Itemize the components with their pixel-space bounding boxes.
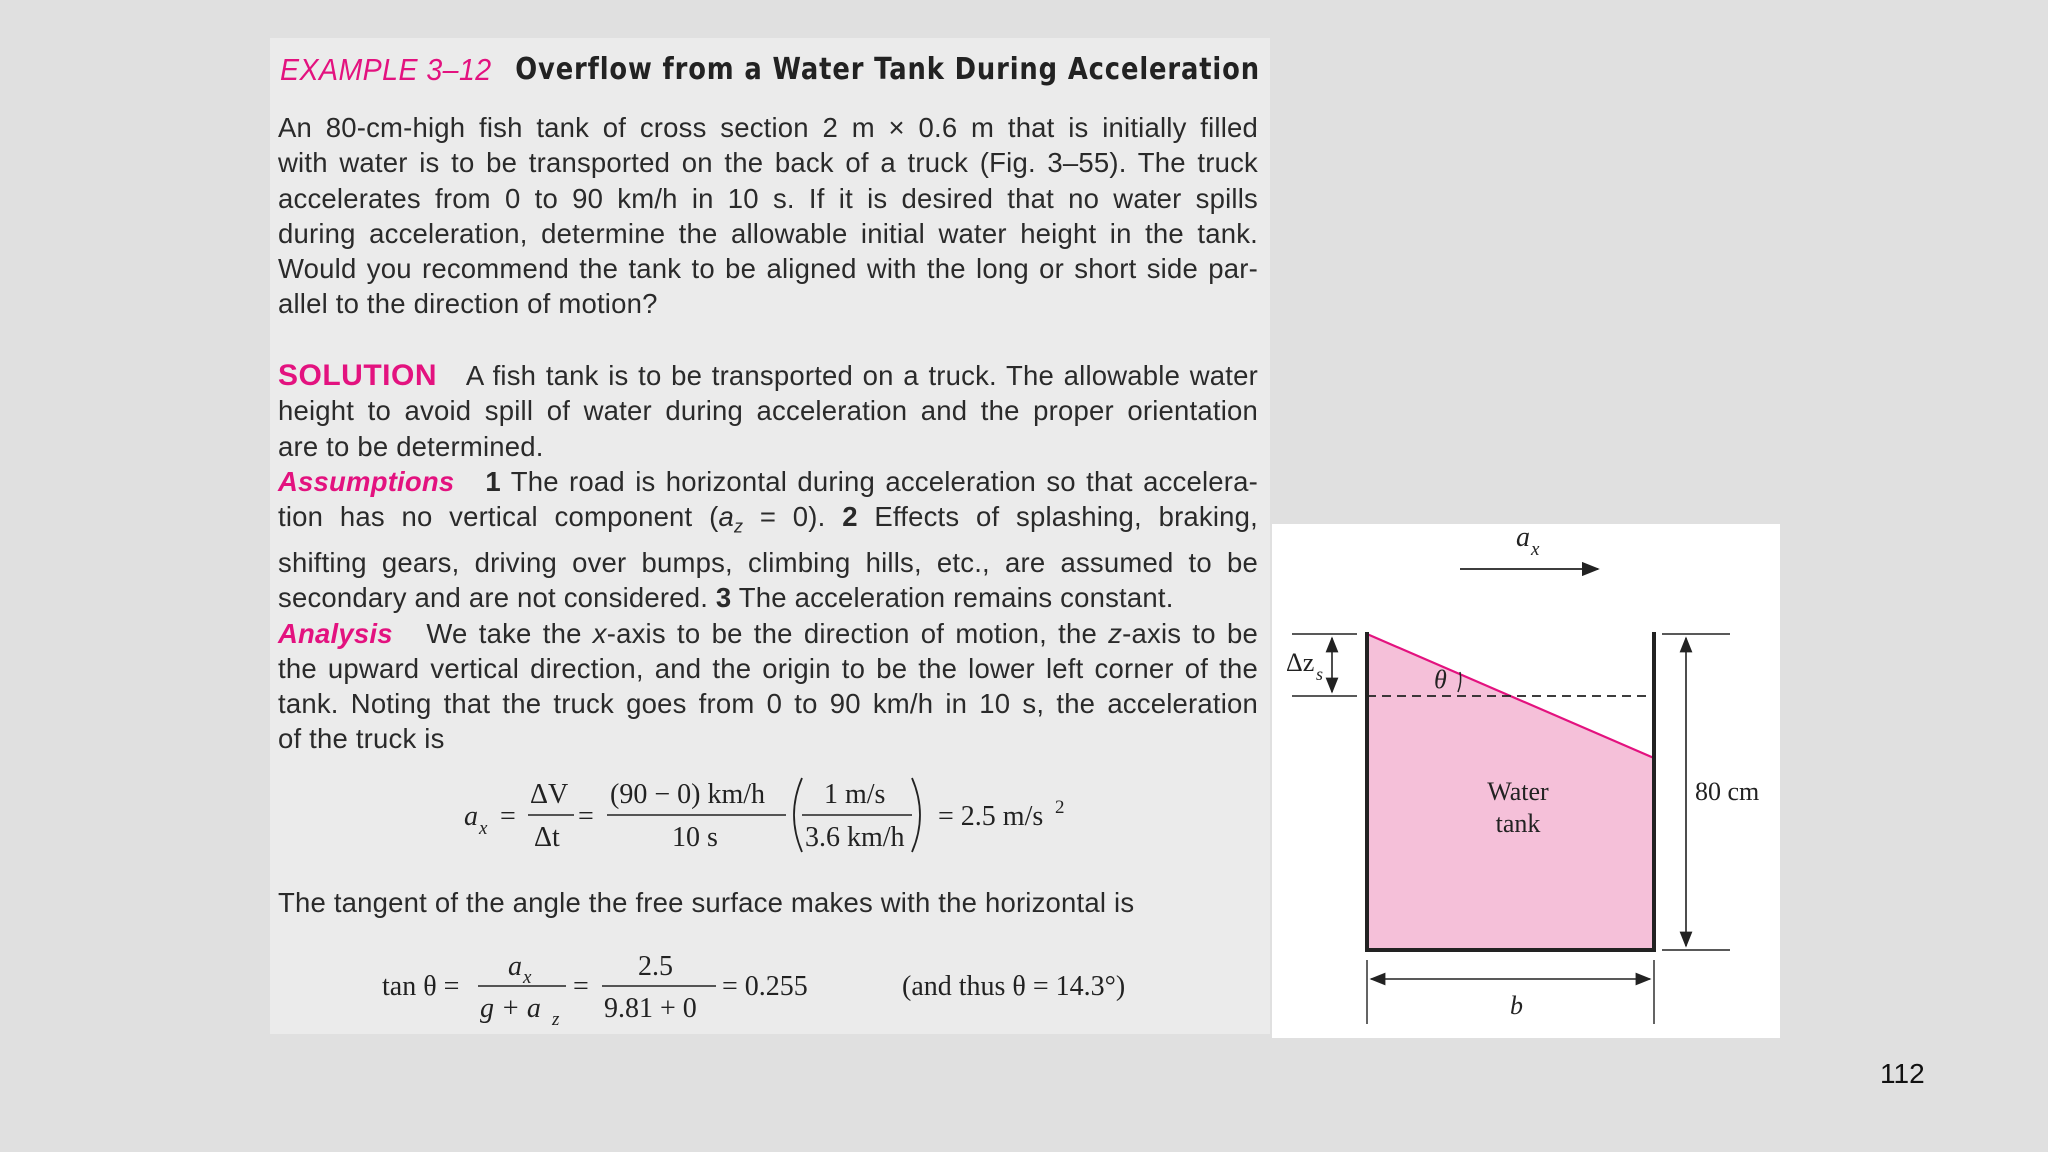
assumption-text: secondary and are not considered. — [278, 582, 716, 614]
height-label: 80 cm — [1695, 777, 1760, 806]
tank-label: tank — [1495, 809, 1541, 838]
problem-line: during acceleration, determine the allowable initial water height in the tank. — [278, 217, 1258, 249]
eq1-lhs: a — [464, 801, 478, 832]
problem-line: allel to the direction of motion? — [278, 288, 658, 320]
analysis-line: of the truck is — [278, 723, 445, 755]
assumption-number: 2 — [842, 501, 858, 533]
eq1-f3-den: 3.6 km/h — [805, 822, 905, 853]
eq2-note: (and thus θ = 14.3°) — [902, 971, 1126, 1002]
assumption-text: tion has no vertical component ( — [278, 501, 719, 533]
assumptions-line — [278, 464, 1258, 499]
eq1-lhs-sub: x — [479, 818, 488, 839]
solution-text: A fish tank is to be transported on a truck. The allowable water — [465, 360, 1258, 391]
analysis-label: Analysis — [278, 617, 393, 649]
tank-figure — [1272, 524, 1780, 1038]
eq1-f3-num: 1 m/s — [824, 779, 886, 810]
eq1-f2-num: (90 − 0) km/h — [610, 779, 765, 810]
dz-label: Δz — [1286, 648, 1315, 677]
example-title: Overflow from a Water Tank During Acceleration — [515, 52, 1260, 87]
analysis-line: the upward vertical direction, and the origin to be the lower left corner of the — [278, 652, 1258, 684]
assumption-text: The acceleration remains constant. — [731, 582, 1174, 614]
assumptions-line — [278, 499, 1258, 545]
page-number: 112 — [1880, 1058, 1925, 1089]
eq2-f1-num-sub: x — [523, 967, 532, 988]
eq2-f1-den: g + a — [480, 993, 541, 1024]
assumptions-label: Assumptions — [278, 465, 455, 497]
tangent-paragraph — [278, 885, 1258, 920]
solution-line — [278, 358, 1258, 393]
eq2-equals: = — [573, 971, 589, 1002]
eq1-f2-den: 10 s — [672, 822, 718, 853]
theta-label: θ — [1434, 665, 1447, 694]
tangent-line: The tangent of the angle the free surface makes with the horizontal is — [278, 887, 1135, 918]
problem-statement — [278, 110, 1258, 322]
problem-line: An 80-cm-high fish tank of cross section 2 m × 0.6 m that is initially filled — [278, 112, 1258, 143]
eq2-f1-num: a — [508, 951, 522, 982]
assumptions-line — [278, 580, 1258, 615]
eq2-result: = 0.255 — [722, 971, 808, 1002]
problem-line: with water is to be transported on the back of a truck (Fig. 3–55). The truck — [278, 147, 1258, 179]
tank-diagram — [1272, 524, 1780, 1038]
accel-sub: x — [1531, 539, 1540, 560]
analysis-var: z — [1108, 617, 1123, 649]
problem-line: accelerates from 0 to 90 km/h in 10 s. If it is desired that no water spills — [278, 182, 1258, 214]
eq2-f1-den-sub: z — [552, 1009, 560, 1030]
eq2-f2-den: 9.81 + 0 — [604, 993, 697, 1024]
analysis-text: -axis to be — [1122, 617, 1258, 649]
example-label: EXAMPLE 3–12 — [280, 52, 492, 87]
water-label: Water — [1487, 777, 1549, 806]
analysis-text: We take the — [426, 617, 593, 649]
eq1-equals: = — [578, 801, 594, 832]
accel-label: a — [1516, 524, 1530, 553]
assumption-text: The road is horizontal during acceleration so that accelera- — [510, 465, 1259, 497]
solution-block — [278, 358, 1258, 757]
dz-sub: s — [1316, 664, 1324, 684]
eq1-result-sup: 2 — [1055, 797, 1065, 818]
assumptions-line: shifting gears, driving over bumps, climbing hills, etc., are assumed to be — [278, 546, 1258, 578]
width-label: b — [1510, 991, 1523, 1020]
assumption-text: Effects of splashing, braking, — [857, 501, 1259, 533]
eq2-f2-num: 2.5 — [638, 951, 673, 982]
analysis-text: -axis to be the direction of motion, the — [606, 617, 1109, 649]
eq2-lhs: tan θ = — [382, 971, 460, 1002]
assumption-number: 3 — [715, 582, 732, 614]
solution-label: SOLUTION — [278, 359, 437, 392]
solution-line: are to be determined. — [278, 430, 544, 462]
assumption-sub: z — [733, 516, 744, 537]
problem-line: Would you recommend the tank to be aligned with the long or short side par- — [278, 253, 1258, 285]
eq1-result: = 2.5 m/s — [938, 801, 1044, 832]
tangent-equation — [370, 940, 1170, 1032]
eq1-equals: = — [500, 801, 516, 832]
assumption-number: 1 — [485, 465, 501, 497]
analysis-line — [278, 616, 1258, 651]
acceleration-equation — [450, 768, 1090, 868]
assumption-text: = 0). — [743, 501, 843, 533]
example-header — [280, 52, 1260, 92]
analysis-line: tank. Noting that the truck goes from 0 to 90 km/h in 10 s, the acceleration — [278, 688, 1258, 720]
eq1-f1-num: ΔV — [530, 779, 569, 810]
analysis-var: x — [592, 617, 607, 649]
solution-line: height to avoid spill of water during acceleration and the proper orientation — [278, 395, 1258, 427]
eq1-f1-den: Δt — [534, 822, 560, 853]
assumption-var: a — [718, 501, 734, 533]
